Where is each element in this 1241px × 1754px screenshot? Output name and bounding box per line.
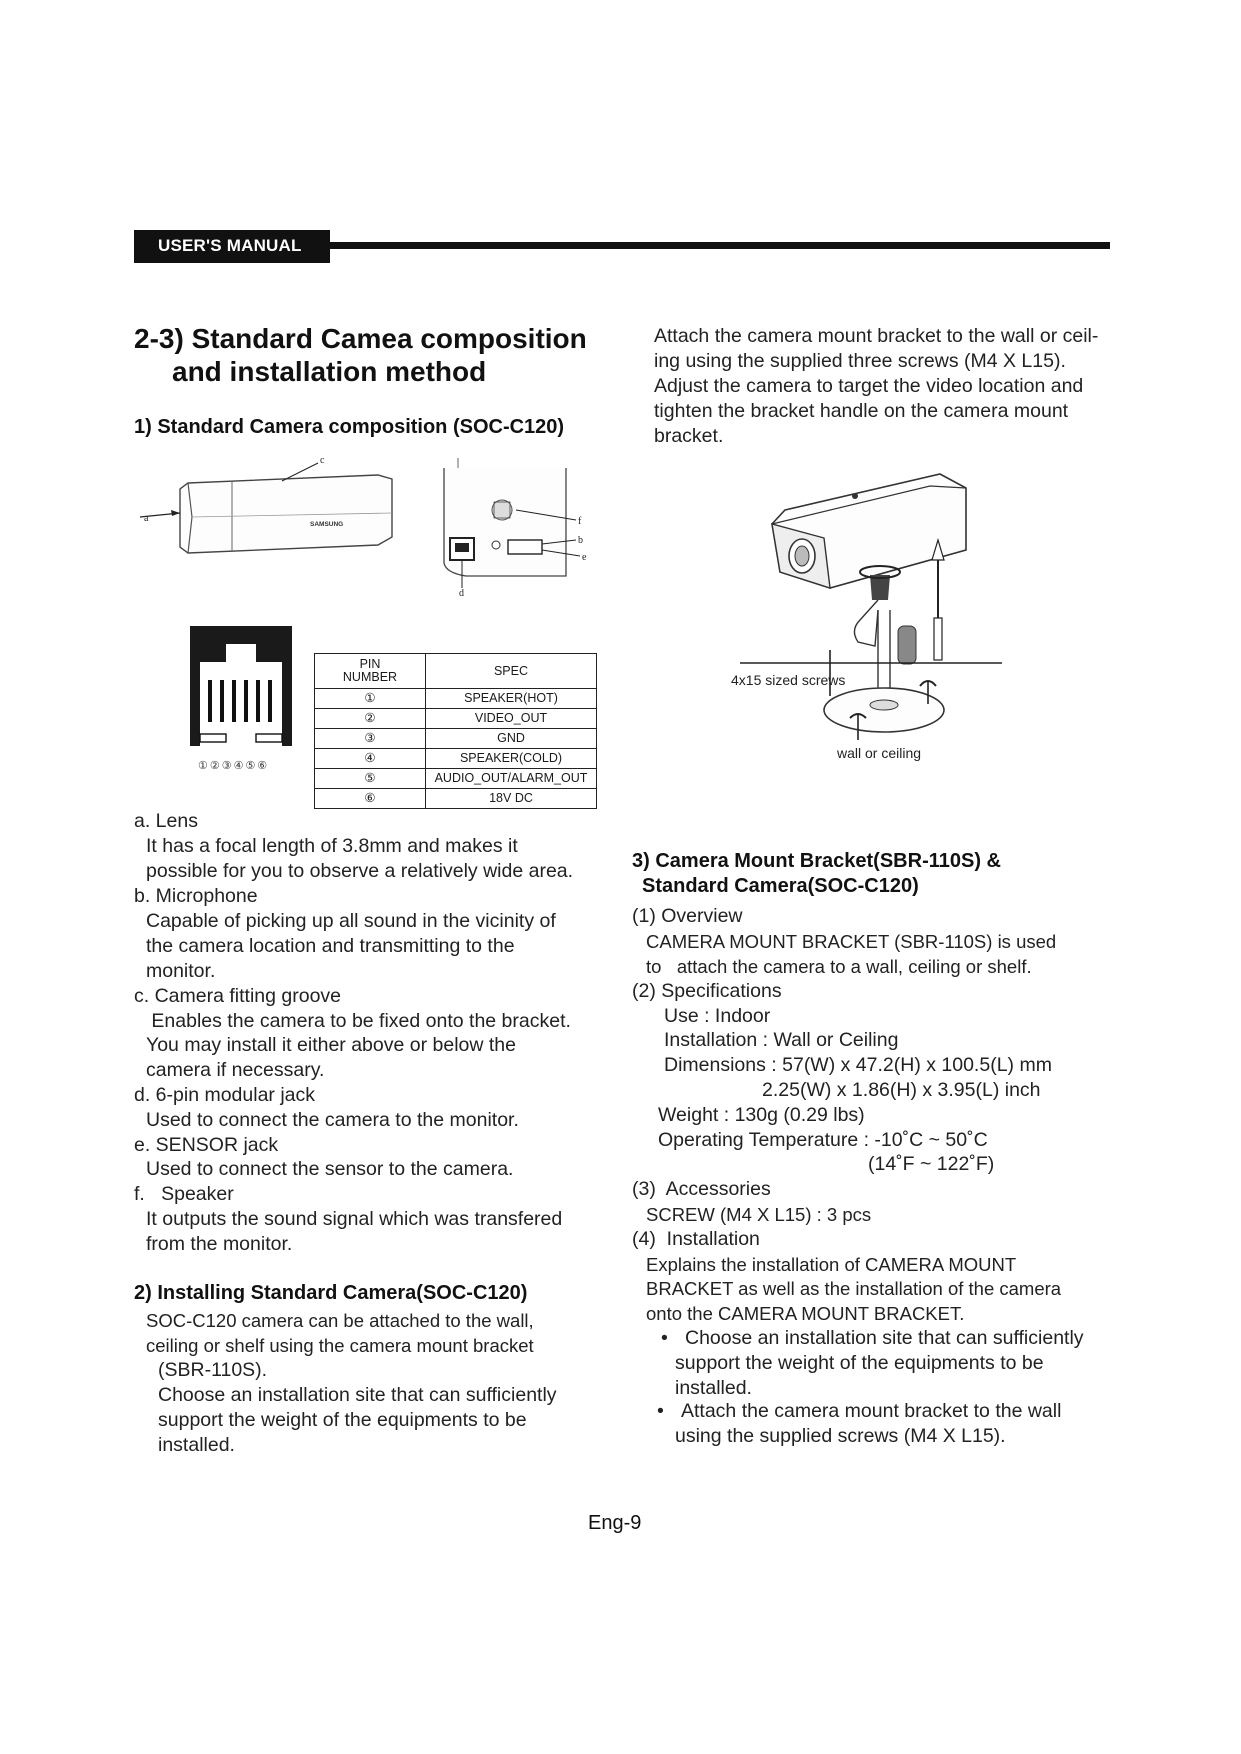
callout-e: e bbox=[582, 552, 587, 563]
item-jack-title: d. 6-pin modular jack bbox=[134, 1084, 316, 1106]
pin-spec: GND bbox=[426, 729, 597, 749]
item-microphone-text: Capable of picking up all sound in the vicinity of bbox=[146, 910, 556, 932]
modular-jack-pinout-figure bbox=[186, 622, 306, 782]
callout-c: c bbox=[320, 455, 325, 466]
callout-b: b bbox=[578, 535, 583, 546]
pin-spec: SPEAKER(COLD) bbox=[426, 749, 597, 769]
intro-text: Attach the camera mount bracket to the wall or ceil- bbox=[654, 325, 1099, 347]
item-sensor-title: e. SENSOR jack bbox=[134, 1134, 279, 1156]
callout-f: f bbox=[578, 516, 582, 527]
sec1-heading: 1) Standard Camera composition (SOC-C120) bbox=[134, 416, 565, 438]
intro-text: tighten the bracket handle on the camera mount bbox=[654, 400, 1069, 422]
sec2-heading: 2) Installing Standard Camera(SOC-C120) bbox=[134, 1282, 528, 1304]
intro-text: Adjust the camera to target the video location and bbox=[654, 375, 1084, 397]
pin-number: ④ bbox=[315, 749, 426, 769]
sec2-text: ceiling or shelf using the camera mount bracket bbox=[146, 1335, 534, 1356]
accessories-title: (3) Accessories bbox=[632, 1178, 771, 1200]
section-title-line1: 2-3) Standard Camea composition bbox=[134, 323, 587, 354]
item-lens-text: possible for you to observe a relatively wide area. bbox=[146, 860, 574, 882]
screws-label: 4x15 sized screws bbox=[731, 672, 846, 688]
pin-table-row bbox=[315, 689, 597, 709]
pin-table-row bbox=[315, 709, 597, 729]
pin-spec: VIDEO_OUT bbox=[426, 709, 597, 729]
pin-number: ① bbox=[315, 689, 426, 709]
sec2-text: Choose an installation site that can sufficiently bbox=[158, 1384, 557, 1406]
item-groove-text: You may install it either above or below the bbox=[146, 1034, 516, 1056]
bullet1-text: Choose an installation site that can sufficiently bbox=[685, 1327, 1084, 1349]
bullet1-text: installed. bbox=[675, 1377, 752, 1399]
item-lens-title: a. Lens bbox=[134, 810, 198, 832]
pin-number: ② bbox=[315, 709, 426, 729]
overview-text: CAMERA MOUNT BRACKET (SBR-110S) is used bbox=[646, 931, 1057, 952]
camera-back-view-figure bbox=[436, 458, 606, 598]
bullet1-text: support the weight of the equipments to be bbox=[675, 1352, 1044, 1374]
spec-title: (2) Specifications bbox=[632, 980, 782, 1002]
sec2-text: installed. bbox=[158, 1434, 235, 1456]
sec3-heading-line2: Standard Camera(SOC-C120) bbox=[642, 875, 919, 897]
overview-title: (1) Overview bbox=[632, 905, 743, 927]
item-lens-text: It has a focal length of 3.8mm and makes it bbox=[146, 835, 518, 857]
pin-number: ⑤ bbox=[315, 769, 426, 789]
pin-table-row bbox=[315, 789, 597, 809]
pin-spec-table bbox=[314, 653, 597, 809]
manual-header-label: USER'S MANUAL bbox=[158, 236, 302, 255]
item-microphone-title: b. Microphone bbox=[134, 885, 258, 907]
spec-dimensions-inch: 2.25(W) x 1.86(H) x 3.95(L) inch bbox=[762, 1079, 1041, 1101]
pin-table-header-num: PIN NUMBER bbox=[315, 654, 426, 689]
pin-number: ⑥ bbox=[315, 789, 426, 809]
pin-table-header-spec: SPEC bbox=[426, 654, 597, 689]
camera-brand-text: SAMSUNG bbox=[310, 521, 344, 528]
pin-table-row bbox=[315, 749, 597, 769]
camera-mount-figure bbox=[740, 460, 1010, 760]
sec3-heading-line1: 3) Camera Mount Bracket(SBR-110S) & bbox=[632, 850, 1001, 872]
pin-table-row bbox=[315, 769, 597, 789]
item-sensor-text: Used to connect the sensor to the camera. bbox=[146, 1158, 514, 1180]
pin-spec: AUDIO_OUT/ALARM_OUT bbox=[426, 769, 597, 789]
callout-a: a bbox=[144, 513, 149, 524]
pin-table-row bbox=[315, 729, 597, 749]
installation-text: onto the CAMERA MOUNT BRACKET. bbox=[646, 1303, 965, 1324]
pin-circle-numbers: ①②③④⑤⑥ bbox=[198, 760, 270, 772]
item-groove-title: c. Camera fitting groove bbox=[134, 985, 342, 1007]
item-groove-text: Enables the camera to be fixed onto the bracket. bbox=[146, 1010, 571, 1032]
item-microphone-text: the camera location and transmitting to the bbox=[146, 935, 515, 957]
item-speaker-text: from the monitor. bbox=[146, 1233, 293, 1255]
intro-text: bracket. bbox=[654, 425, 724, 447]
wall-ceiling-label: wall or ceiling bbox=[837, 745, 922, 761]
installation-text: Explains the installation of CAMERA MOUNT bbox=[646, 1254, 1017, 1275]
callout-d: d bbox=[459, 588, 464, 598]
installation-title: (4) Installation bbox=[632, 1228, 760, 1250]
item-jack-text: Used to connect the camera to the monitor. bbox=[146, 1109, 519, 1131]
item-speaker-title: f. Speaker bbox=[134, 1183, 234, 1205]
pin-table-header-row bbox=[315, 654, 597, 689]
pin-spec: SPEAKER(HOT) bbox=[426, 689, 597, 709]
sec2-text: SOC-C120 camera can be attached to the wall, bbox=[146, 1310, 534, 1331]
spec-operating-temp-f: (14˚F ~ 122˚F) bbox=[868, 1153, 995, 1175]
item-microphone-text: monitor. bbox=[146, 960, 216, 982]
spec-weight: Weight : 130g (0.29 lbs) bbox=[658, 1104, 865, 1126]
page-number: Eng-9 bbox=[588, 1512, 642, 1534]
header-rule bbox=[330, 242, 1110, 249]
spec-use: Use : Indoor bbox=[664, 1005, 771, 1027]
spec-operating-temp: Operating Temperature : -10˚C ~ 50˚C bbox=[658, 1129, 988, 1151]
sec2-text: (SBR-110S). bbox=[158, 1359, 268, 1381]
item-groove-text: camera if necessary. bbox=[146, 1059, 325, 1081]
accessories-text: SCREW (M4 X L15) : 3 pcs bbox=[646, 1204, 872, 1225]
pin-number: ③ bbox=[315, 729, 426, 749]
bullet2-text: using the supplied screws (M4 X L15). bbox=[675, 1425, 1006, 1447]
bullet-icon: • bbox=[661, 1327, 668, 1349]
bullet2-text: Attach the camera mount bracket to the wall bbox=[681, 1400, 1062, 1422]
camera-side-view-figure bbox=[140, 455, 400, 565]
spec-dimensions-mm: Dimensions : 57(W) x 47.2(H) x 100.5(L) mm bbox=[664, 1054, 1052, 1076]
manual-header-tab bbox=[134, 230, 330, 263]
item-speaker-text: It outputs the sound signal which was transfered bbox=[146, 1208, 563, 1230]
sec2-text: support the weight of the equipments to be bbox=[158, 1409, 527, 1431]
spec-installation: Installation : Wall or Ceiling bbox=[664, 1029, 899, 1051]
pin-spec: 18V DC bbox=[426, 789, 597, 809]
installation-text: BRACKET as well as the installation of the camera bbox=[646, 1278, 1062, 1299]
overview-text: to attach the camera to a wall, ceiling or shelf. bbox=[646, 956, 1032, 977]
bullet-icon: • bbox=[657, 1400, 664, 1422]
intro-text: ing using the supplied three screws (M4 X L15). bbox=[654, 350, 1066, 372]
section-title-line2: and installation method bbox=[172, 356, 487, 387]
